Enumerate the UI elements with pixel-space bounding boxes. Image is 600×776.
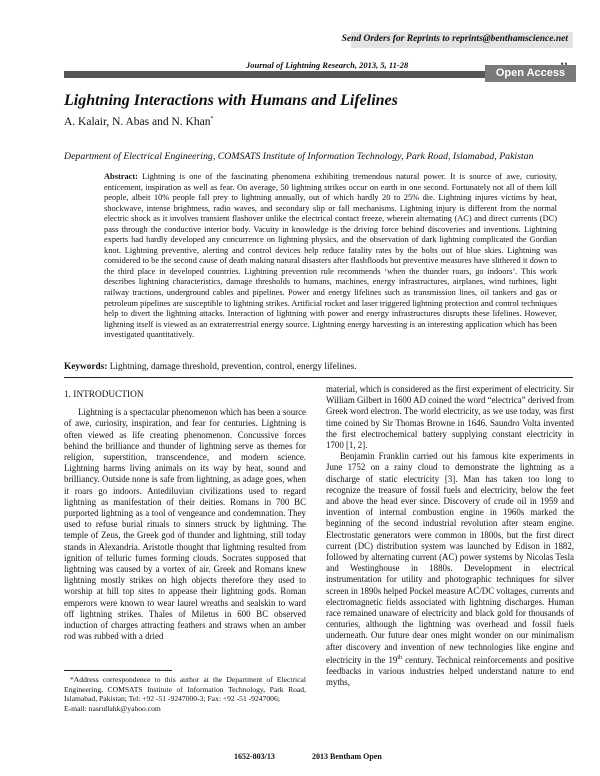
affiliation: Department of Electrical Engineering, COMSATS Institute of Information Technology, Park Road, Islamabad, Pakistan [64, 151, 534, 162]
keywords [64, 362, 357, 372]
author-list [64, 116, 213, 128]
intro-paragraph-1: Lightning is a spectacular phenomenon which has been a source of awe, curiosity, inspiration, and fear for centuries. Lightning is often viewed as life creating phenomenon. Concussive forces behind the brilliance and thunder of lightning serve as themes for religion, superstition, transcendence, and modern science. Lightning harms living animals on its way by heat, sound and brilliancy. Outside none is safe from lightning, as adage goes, when it roars go indoors. Antediluvian civilizations used to regard lightning as manifestation of their deities. Romans in 700 BC purported lightning as a tool of vengeance and condemnation. They used to refuse burial rituals to sinners struck by lightning. The temple of Zeus, the Greek god of thunder and lightning, still today stands in Alexandria. Aristotle thought that lightning resulted from ignition of telluric fumes forming clouds. Socrates supposed that lightning was caused by a vortex of air. Greek and Romans knew lightning mostly strikes on high objects therefore they used to worship at hill top sites to appease their lightning gods. Roman emperors were known to wear laurel wreaths and sealskin to ward off lightning strikes. Thales of Miletus in 600 BC observed induction of charges attracting feathers and straws when an amber rod was rubbed with a dried [64, 407, 306, 642]
corresponding-author-mark: * [210, 116, 214, 123]
footnote [64, 675, 306, 713]
right-column [326, 384, 574, 688]
divider [64, 377, 573, 378]
abstract-text: Lightning is one of the fascinating phenomena exhibiting tremendous natural power. It is source of awe, curiosity, enticement, inspiration as well as fear. On average, 50 lightning strikes occur on earth in one second. Fortunately not all of them kill people, albeit 10% people fall prey to lightning annually, out of which hardly 20 to 25% die. Lightning injures victims by heat, shockwave, intense brightness, radio waves, and secondary slip or fall mechanisms. Lightning injury is different from the normal electric shock as it involves transient flashover unlike the electrical contact freeze, wherein alternating (AC) and direct currents (DC) pass through the conductive interior body. Vacuity in knowledge is the driving force behind discoveries and inventions. Lightning experts had hardly developed any concurrence on lightning physics, and the observation of dark lightning complicated the Gordian knot. Lightning preventive, alerting and control devices help reduce fatality rates by the bolts out of blue skies. Lightning was considered to be the second cause of death making natural disasters after flashfloods but preventive measures have slithered it down to the third place in developed countries. Lightning prevention rule recommends ‘when the thunder roars, go indoors’. This work describes lightning characteristics, damage thresholds to humans, machines, energy infrastructures, airplanes, wind turbines, light railway tractions, underground cables and pipelines. Power and energy lifelines such as transmission lines, oil tankers and gas or petroleum pipelines are susceptible to lightning strikes. Artificial rocket and laser triggered lightning protection and control techniques help to divert the lightning attacks. Interaction of lightning with power and energy infrastructures disrupts these lifelines. However, lightning itself is viewed as an extraterrestrial energy source. Lightning energy harvesting is an interesting application which has been investigated quantitatively. [104, 172, 558, 340]
keywords-label: Keywords: [64, 362, 108, 372]
footnote-email: E-mail: nasrullahk@yahoo.com [64, 703, 161, 713]
abstract-label: Abstract: [104, 172, 138, 181]
journal-citation: Journal of Lightning Research, 2013, 5, 11-28 [246, 60, 409, 70]
section-heading: 1. INTRODUCTION [64, 390, 144, 400]
keywords-text: Lightning, damage threshold, prevention, control, energy lifelines. [109, 362, 357, 372]
intro-paragraph-3 [326, 451, 574, 688]
authors-text: A. Kalair, N. Abas and N. Khan [64, 116, 211, 128]
paragraph-text-continued: century. Technical reinforcements and positive feedbacks in various industries helped understand nature to end myths, [326, 654, 574, 688]
paragraph-text: Benjamin Franklin carried out his famous kite experiments in June 1752 on a rainy cloud to demonstrate the lightning as a discharge of static electricity [3]. Man has taken too long to recognize the treasure of fossil fuels and electricity, below the feet and above the head ever since. Discovery of crude oil in 1959 and invention of internal combustion engine in 1960s marked the beginning of the second industrial revolution after steam engine. Electrostatic generators were common in 1800s, but the first direct current (DC) distribution system was launched by Edison in 1882, followed by alternating current (AC) power systems by Nicolas Tesla and Westinghouse in 1880s. Development in electrical instrumentation for utility and photographic techniques for silver screen in 1890s helped Pockel measure AC/DC voltages, currents and electromagnetic fields associated with lightning discharges. Human race remained unaware of electricity and black gold for thousands of centuries, although the lightning was overhead and fossil fuels underneath. Our future dear ones might wonder on our minimalism after discovery and invention of new technologies like engine and electricity in the 19 [326, 451, 574, 665]
issn: 1652-803/13 [234, 752, 275, 761]
left-column [64, 390, 306, 642]
footnote-divider [64, 670, 172, 671]
reprint-notice: Send Orders for Reprints to reprints@benthamscience.net [341, 34, 568, 44]
paper-title: Lightning Interactions with Humans and Lifelines [64, 92, 398, 109]
abstract [104, 172, 557, 341]
copyright: 2013 Bentham Open [312, 752, 382, 761]
open-access-badge: Open Access [485, 65, 576, 82]
intro-paragraph-2: material, which is considered as the first experiment of electricity. Sir William Gilbert in 1600 AD coined the word “electrica” derived from Greek word electron. The world electricity, as we use today, was first time coined by Sir Thomas Browne in 1646. Saundro Volta invented the first electrochemical battery supplying constant electricity in 1700 [1, 2]. [326, 384, 574, 451]
footnote-address: *Address correspondence to this author at the Department of Electrical Engineering, COMSATS Institute of Information Technology, Park Road, Islamabad, Pakistan; Tel: +92 -51 -9247000-3; Fax: +92 -51 -9247006; [64, 675, 306, 703]
superscript: th [397, 654, 402, 661]
